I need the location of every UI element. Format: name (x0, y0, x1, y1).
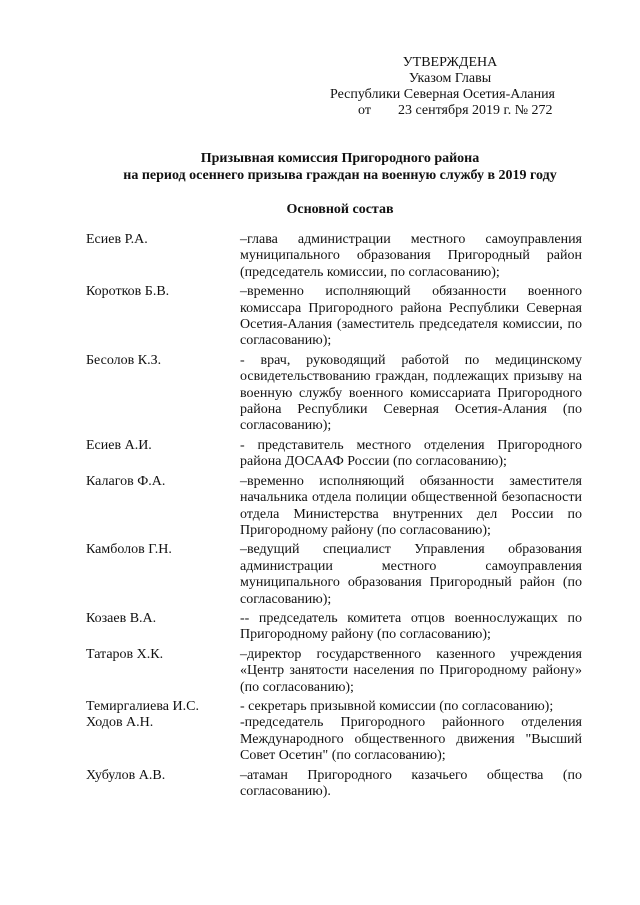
member-role: –временно исполняющий обязанности военного комиссара Пригородного района Республики Северная Осетия-Алания (заместитель председателя комиссии, по согласованию); (240, 284, 582, 349)
section-title: Основной состав (286, 202, 394, 217)
approval-stamp (330, 55, 570, 119)
member-role: - врач, руководящий работой по медицинскому освидетельствованию граждан, подлежащих призыву на военную службу военного комиссариата Пригородного района Республики Северная Осетия-Алания (по согласованию); (240, 352, 582, 434)
member-name: Татаров Х.К. (86, 646, 164, 662)
approval-from: от (358, 103, 371, 118)
member-name: Ходов А.Н. (86, 715, 154, 731)
member-row (86, 768, 582, 801)
member-row (86, 542, 582, 608)
member-row (86, 611, 582, 644)
member-role: - секретарь призывной комиссии (по согласованию); (240, 698, 554, 714)
document-heading (60, 150, 620, 184)
heading-line-2: на период осеннего призыва граждан на военную службу в 2019 году (123, 168, 557, 183)
member-name: Есиев Р.А. (86, 232, 148, 247)
member-row (86, 232, 582, 281)
member-name: Коротков Б.В. (86, 284, 170, 300)
approval-decree: Указом Главы (408, 71, 492, 86)
member-row (86, 647, 582, 696)
member-role: –директор государственного казенного учреждения «Центр занятости населения по Пригородному району» (по согласованию); (240, 646, 582, 695)
approval-date-line (330, 103, 570, 119)
approval-republic: Республики Северная Осетия-Алания (330, 87, 555, 102)
member-role: –атаман Пригородного казачьего общества (по согласованию). (240, 767, 582, 799)
member-row (86, 438, 582, 471)
member-name: Козаев В.А. (86, 610, 157, 626)
member-row (86, 284, 582, 350)
member-name: Есиев А.И. (86, 437, 152, 453)
member-name: Калагов Ф.А. (86, 473, 166, 489)
member-row (86, 715, 582, 764)
member-name: Хубулов А.В. (86, 767, 166, 783)
member-role: –временно исполняющий обязанности заместителя начальника отдела полиции общественной безопасности отдела Министерства внутренних дел России по Пригородному району (по согласованию); (240, 473, 582, 538)
approval-title: УТВЕРЖДЕНА (402, 55, 498, 70)
heading-line-1: Призывная комиссия Пригородного района (200, 151, 480, 166)
member-row (86, 699, 582, 715)
members-list (86, 232, 582, 803)
member-role: -председатель Пригородного районного отделения Международного общественного движения "Высший Совет Осетин" (по согласованию); (240, 715, 582, 764)
member-row (86, 474, 582, 540)
member-role: –глава администрации местного самоуправления муниципального образования Пригородный район (председатель комиссии, по согласованию); (240, 232, 582, 280)
approval-date-number: 23 сентября 2019 г. № 272 (398, 103, 553, 118)
member-name: Камболов Г.Н. (86, 542, 172, 558)
member-row (86, 353, 582, 435)
member-name: Бесолов К.З. (86, 352, 162, 368)
member-role: –ведущий специалист Управления образования администрации местного самоуправления муниципального образования Пригородный район (по согласованию); (240, 542, 582, 607)
member-role: -- председатель комитета отцов военнослужащих по Пригородному району (по согласованию); (240, 610, 582, 643)
member-role: - представитель местного отделения Пригородного района ДОСААФ России (по согласованию); (240, 437, 582, 470)
member-name: Темиргалиева И.С. (86, 698, 199, 714)
